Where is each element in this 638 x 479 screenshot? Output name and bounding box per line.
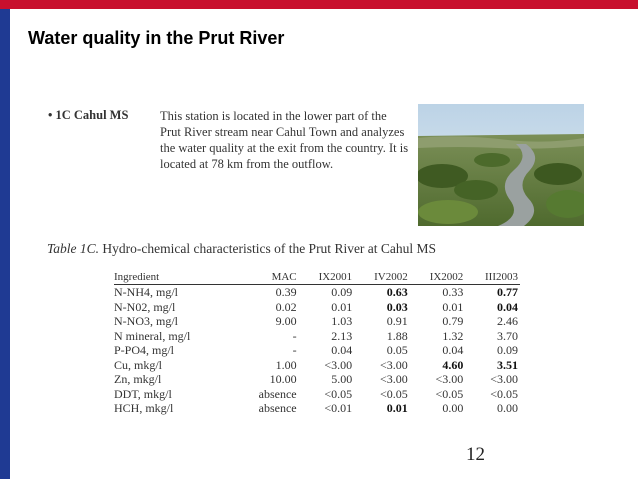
table-row — [114, 314, 520, 329]
table-row — [114, 358, 520, 373]
ingredient-cell: N mineral, mg/l — [114, 328, 191, 343]
value-cell: absence — [258, 401, 297, 415]
value-cell: 0.39 — [275, 285, 297, 299]
value-cell: 0.09 — [497, 343, 518, 357]
value-cell: 3.51 — [497, 357, 518, 372]
ingredient-cell: P-PO4, mg/l — [114, 343, 175, 357]
station-bullet: • 1C Cahul MS — [48, 108, 129, 122]
table-row — [114, 387, 520, 402]
value-cell: 0.91 — [386, 314, 408, 328]
value-cell: 0.33 — [442, 285, 464, 299]
ingredient-cell: N-NO3, mg/l — [114, 314, 178, 328]
value-cell: 2.46 — [497, 314, 518, 328]
value-cell: 0.63 — [386, 285, 408, 299]
value-cell: <3.00 — [379, 357, 408, 372]
ingredient-cell: DDT, mkg/l — [114, 386, 172, 401]
value-cell: 0.04 — [331, 343, 353, 357]
value-cell: <0.05 — [490, 386, 518, 401]
table-row — [114, 372, 520, 387]
ingredient-cell: HCH, mkg/l — [114, 401, 174, 415]
top-accent-bar — [0, 0, 638, 9]
value-cell: 1.03 — [331, 314, 353, 328]
table-header-row — [114, 271, 520, 285]
value-cell: 0.01 — [331, 299, 353, 314]
value-cell: absence — [258, 386, 297, 401]
value-cell: 0.04 — [497, 299, 518, 314]
value-cell: 0.00 — [497, 401, 518, 415]
value-cell: 0.77 — [497, 285, 518, 299]
table-row — [114, 285, 520, 300]
value-cell: <0.05 — [324, 386, 353, 401]
value-cell: 10.00 — [269, 372, 297, 386]
value-cell: <0.01 — [324, 401, 353, 415]
table-row — [114, 300, 520, 315]
value-cell: <3.00 — [435, 372, 464, 386]
station-description: This station is located in the lower part of the Prut River stream near Cahul Town and analyzes the water quality at the exit from the country. It is located at 78 km from the outflow. — [160, 109, 409, 171]
value-cell: 0.03 — [386, 299, 408, 314]
river-landscape-photo — [418, 104, 584, 226]
value-cell: 0.01 — [442, 299, 464, 314]
value-cell: 3.70 — [497, 328, 518, 343]
header-ix2001: IX2001 — [318, 271, 353, 283]
value-cell: 2.13 — [331, 328, 353, 343]
left-accent-bar — [0, 9, 10, 479]
value-cell: <0.05 — [435, 386, 464, 401]
ingredient-cell: N-NH4, mg/l — [114, 285, 178, 299]
value-cell: 0.02 — [275, 299, 297, 314]
header-iii2003: III2003 — [485, 271, 518, 283]
value-cell: <3.00 — [490, 372, 518, 386]
table-caption-label: Table 1C. — [47, 241, 100, 256]
value-cell: 1.00 — [275, 357, 297, 372]
table-caption-text: Hydro-chemical characteristics of the Prut River at Cahul MS — [102, 241, 437, 256]
header-ingredient: Ingredient — [114, 271, 160, 283]
value-cell: 0.79 — [442, 314, 464, 328]
page-number: 12 — [466, 444, 485, 465]
value-cell: <0.05 — [379, 386, 408, 401]
value-cell: <3.00 — [379, 372, 408, 386]
ingredient-cell: Zn, mkg/l — [114, 372, 162, 386]
river-photo-illustration — [418, 104, 584, 226]
value-cell: 0.05 — [386, 343, 408, 357]
value-cell: 0.04 — [442, 343, 464, 357]
value-cell: 0.01 — [386, 401, 408, 415]
header-iv2002: IV2002 — [374, 271, 408, 283]
header-ix2002: IX2002 — [429, 271, 464, 283]
value-cell: - — [292, 328, 297, 343]
table-body — [114, 285, 520, 416]
table-row — [114, 329, 520, 344]
table-row — [114, 343, 520, 358]
value-cell: 0.09 — [331, 285, 353, 299]
value-cell: - — [292, 343, 297, 357]
header-mac: MAC — [271, 271, 297, 283]
hydro-chemical-table — [114, 271, 520, 416]
value-cell: 4.60 — [442, 357, 464, 372]
value-cell: 9.00 — [275, 314, 297, 328]
value-cell: 1.88 — [386, 328, 408, 343]
value-cell: 5.00 — [331, 372, 353, 386]
value-cell: 1.32 — [442, 328, 464, 343]
value-cell: <3.00 — [324, 357, 353, 372]
table-row — [114, 401, 520, 416]
slide-title: Water quality in the Prut River — [28, 28, 285, 48]
ingredient-cell: Cu, mkg/l — [114, 357, 163, 372]
ingredient-cell: N-N02, mg/l — [114, 299, 176, 314]
table-caption — [47, 241, 436, 257]
value-cell: 0.00 — [442, 401, 464, 415]
